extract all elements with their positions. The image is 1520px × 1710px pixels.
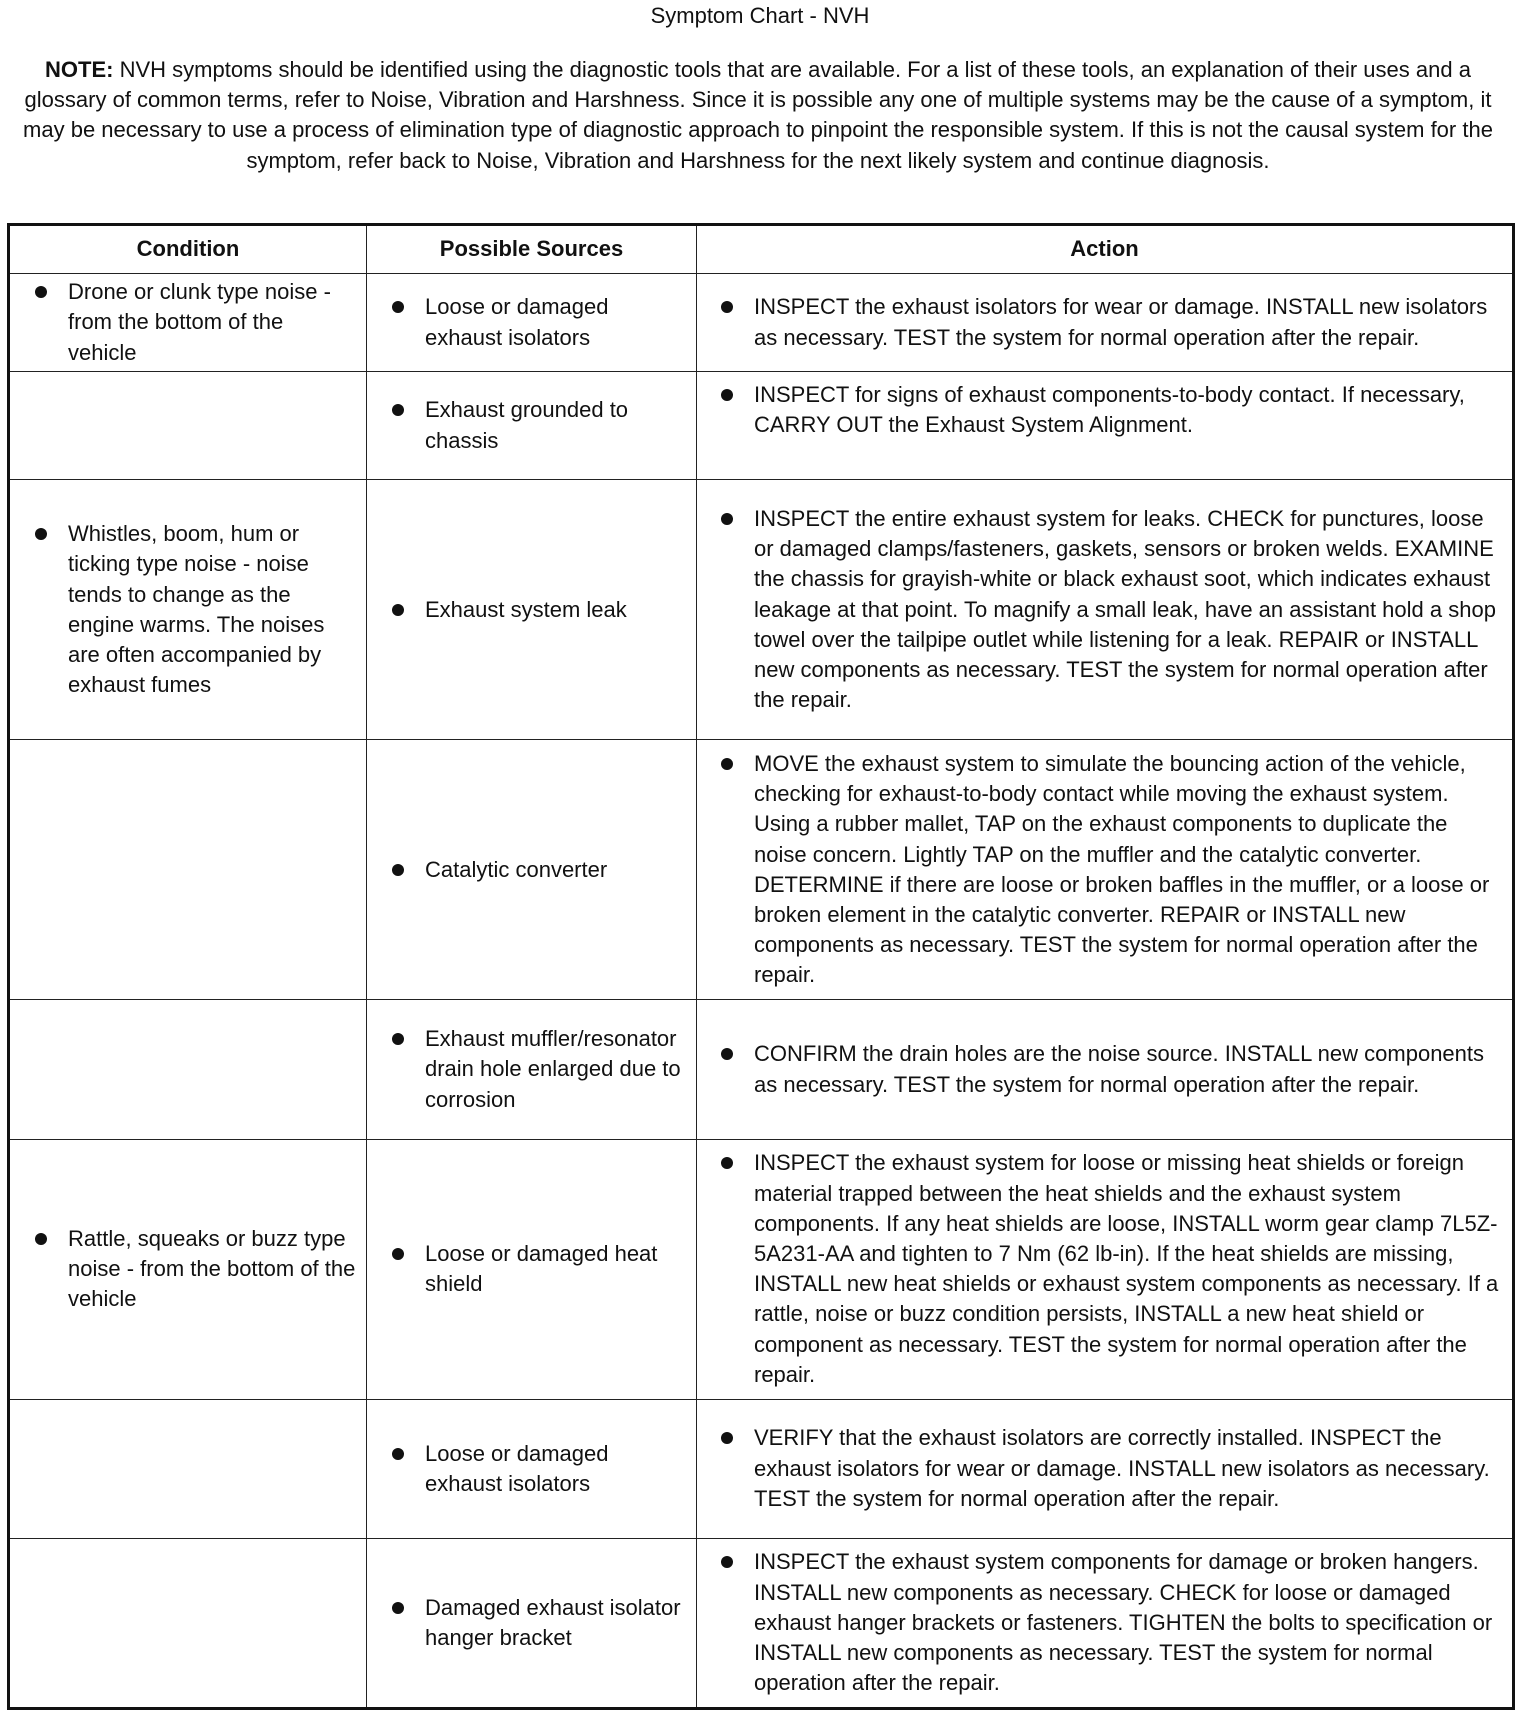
bullet-icon bbox=[721, 513, 733, 525]
source-text: Loose or damaged heat shield bbox=[425, 1240, 658, 1297]
condition-cell bbox=[9, 740, 367, 1000]
action-cell bbox=[697, 372, 1514, 480]
source-text: Exhaust grounded to chassis bbox=[425, 397, 629, 453]
condition-cell bbox=[9, 1538, 367, 1708]
table-row bbox=[9, 1538, 1514, 1708]
table-header-row bbox=[9, 225, 1514, 274]
table-row bbox=[9, 1139, 1514, 1399]
bullet-icon bbox=[35, 286, 47, 298]
action-text: VERIFY that the exhaust isolators are correctly installed. INSPECT the exhaust isolators for wear or damage. INSTALL new isolators as necessary. TEST the system for normal operation after the repair. bbox=[754, 1425, 1490, 1511]
condition-text: Drone or clunk type noise - from the bottom of the vehicle bbox=[68, 279, 331, 365]
table-row bbox=[9, 480, 1514, 740]
condition-cell bbox=[9, 274, 367, 372]
symptom-chart-table bbox=[7, 223, 1515, 1710]
source-text: Loose or damaged exhaust isolators bbox=[425, 1440, 609, 1496]
action-text: INSPECT the exhaust system for loose or missing heat shields or foreign material trapped between the heat shields and the exhaust system components. If any heat shields are loose, INSTALL worm gear clamp 7L5Z-5A231-AA and tighten to 7 Nm (62 lb-in). If the heat shields are missing, INSTALL new heat shields or exhaust system components as necessary. If a rattle, noise or buzz condition persists, INSTALL a new heat shield or component as necessary. TEST the system for normal operation after the repair. bbox=[754, 1150, 1499, 1387]
condition-cell bbox=[9, 1139, 367, 1399]
source-text: Exhaust system leak bbox=[425, 596, 627, 622]
source-cell bbox=[367, 1139, 697, 1399]
source-text: Loose or damaged exhaust isolators bbox=[425, 294, 609, 350]
note-label: NOTE: bbox=[45, 57, 114, 82]
source-cell bbox=[367, 480, 697, 740]
bullet-icon bbox=[392, 404, 404, 416]
header-condition: Condition bbox=[9, 225, 367, 274]
bullet-icon bbox=[392, 1248, 404, 1260]
action-text: CONFIRM the drain holes are the noise source. INSTALL new components as necessary. TEST the system for normal operation after the repair. bbox=[754, 1041, 1485, 1097]
note-text: NVH symptoms should be identified using the diagnostic tools that are available. For a list of these tools, an explanation of their uses and a glossary of common terms, refer to Noise, Vibration and Harshness. Since it is possible any one of multiple systems may be the cause of a symptom, it may be necessary to use a process of elimination type of diagnostic approach to pinpoint the responsible system. If this is not the causal system for the symptom, refer back to Noise, Vibration and Harshness for the next likely system and continue diagnosis. bbox=[23, 57, 1493, 173]
source-text: Exhaust muffler/resonator drain hole enlarged due to corrosion bbox=[425, 1026, 681, 1112]
action-text: MOVE the exhaust system to simulate the bouncing action of the vehicle, checking for exhaust-to-body contact while moving the exhaust system. Using a rubber mallet, TAP on the exhaust components to duplicate the noise concern. Lightly TAP on the muffler and the catalytic converter. DETERMINE if there are loose or broken baffles in the muffler, or a loose or broken element in the catalytic converter. REPAIR or INSTALL new components as necessary. TEST the system for normal operation after the repair. bbox=[754, 751, 1490, 988]
note-paragraph bbox=[8, 55, 1508, 176]
action-cell bbox=[697, 1399, 1514, 1538]
action-cell bbox=[697, 480, 1514, 740]
bullet-icon bbox=[721, 758, 733, 770]
table-row bbox=[9, 274, 1514, 372]
bullet-icon bbox=[392, 1033, 404, 1045]
bullet-icon bbox=[392, 864, 404, 876]
action-text: INSPECT the entire exhaust system for leaks. CHECK for punctures, loose or damaged clamps/fasteners, gaskets, sensors or broken welds. EXAMINE the chassis for grayish-white or black exhaust soot, which indicates exhaust leakage at that point. To magnify a small leak, have an assistant hold a shop towel over the tailpipe outlet while listening for a leak. REPAIR or INSTALL new components as necessary. TEST the system for normal operation after the repair. bbox=[754, 506, 1496, 713]
action-text: INSPECT the exhaust system components for damage or broken hangers. INSTALL new components as necessary. CHECK for loose or damaged exhaust hanger brackets or fasteners. TIGHTEN the bolts to specification or INSTALL new components as necessary. TEST the system for normal operation after the repair. bbox=[754, 1549, 1493, 1696]
source-cell bbox=[367, 274, 697, 372]
bullet-icon bbox=[392, 301, 404, 313]
header-action: Action bbox=[697, 225, 1514, 274]
source-cell bbox=[367, 1538, 697, 1708]
action-cell bbox=[697, 740, 1514, 1000]
source-text: Damaged exhaust isolator hanger bracket bbox=[425, 1594, 681, 1650]
bullet-icon bbox=[392, 604, 404, 616]
source-cell bbox=[367, 1399, 697, 1538]
header-possible-sources: Possible Sources bbox=[367, 225, 697, 274]
condition-cell bbox=[9, 480, 367, 740]
bullet-icon bbox=[721, 389, 733, 401]
bullet-icon bbox=[721, 1048, 733, 1060]
table-row bbox=[9, 1000, 1514, 1139]
action-cell bbox=[697, 1139, 1514, 1399]
source-cell bbox=[367, 372, 697, 480]
table-row bbox=[9, 740, 1514, 1000]
bullet-icon bbox=[35, 528, 47, 540]
condition-text: Rattle, squeaks or buzz type noise - from the bottom of the vehicle bbox=[68, 1225, 356, 1312]
source-cell bbox=[367, 1000, 697, 1139]
bullet-icon bbox=[35, 1233, 47, 1245]
action-text: INSPECT for signs of exhaust components-to-body contact. If necessary, CARRY OUT the Exhaust System Alignment. bbox=[754, 382, 1465, 438]
condition-cell bbox=[9, 372, 367, 480]
bullet-icon bbox=[392, 1448, 404, 1460]
bullet-icon bbox=[721, 1556, 733, 1568]
bullet-icon bbox=[721, 1432, 733, 1444]
source-text: Catalytic converter bbox=[425, 856, 608, 882]
table-row bbox=[9, 372, 1514, 480]
bullet-icon bbox=[721, 1157, 733, 1169]
table-row bbox=[9, 1399, 1514, 1538]
action-text: INSPECT the exhaust isolators for wear or damage. INSTALL new isolators as necessary. TEST the system for normal operation after the repair. bbox=[754, 294, 1488, 350]
page-title: Symptom Chart - NVH bbox=[650, 3, 870, 28]
bullet-icon bbox=[392, 1602, 404, 1614]
action-cell bbox=[697, 1538, 1514, 1708]
condition-text: Whistles, boom, hum or ticking type noise - noise tends to change as the engine warms. The noises are often accompanied by exhaust fumes bbox=[68, 521, 325, 698]
action-cell bbox=[697, 1000, 1514, 1139]
action-cell bbox=[697, 274, 1514, 372]
condition-cell bbox=[9, 1000, 367, 1139]
source-cell bbox=[367, 740, 697, 1000]
bullet-icon bbox=[721, 301, 733, 313]
condition-cell bbox=[9, 1399, 367, 1538]
